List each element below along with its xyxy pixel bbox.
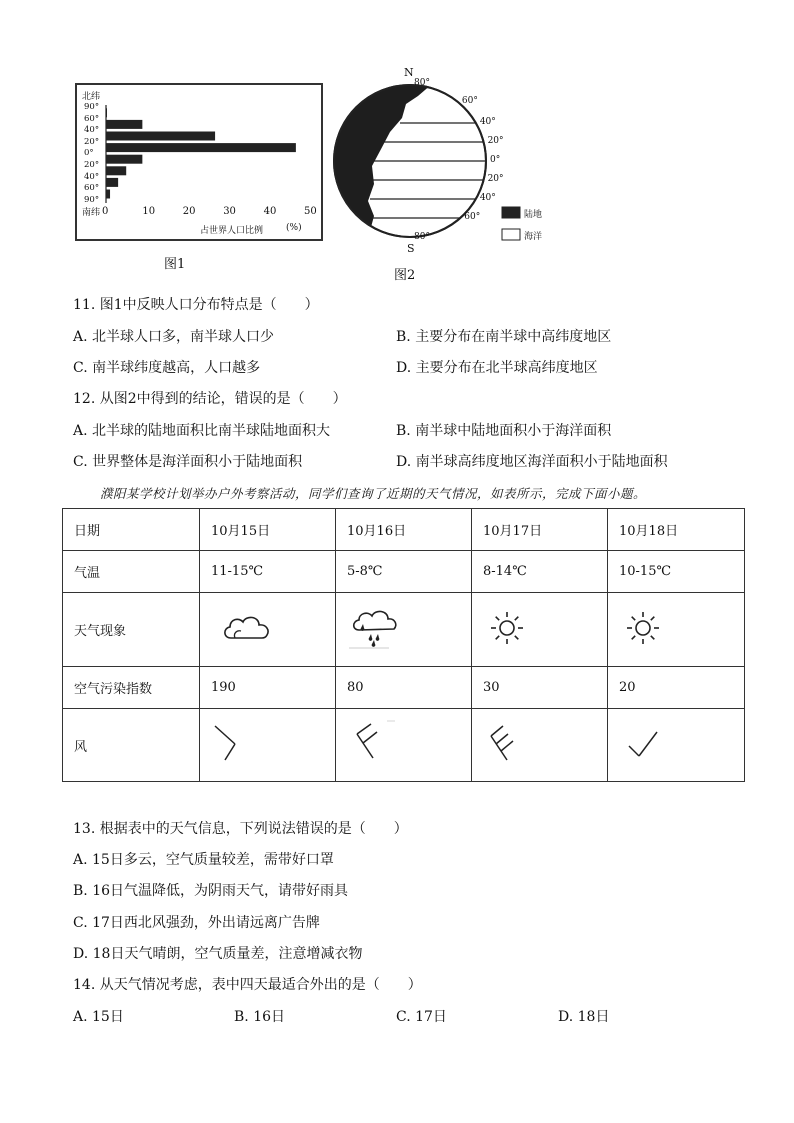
figure-2-caption: 图2	[394, 268, 416, 283]
fig1-x-tick: 20	[182, 206, 196, 217]
weather-oct16	[336, 593, 472, 667]
aqi-oct15: 190	[200, 667, 336, 709]
wind-barb-icon	[483, 718, 533, 768]
fig1-x-unit: (%)	[286, 223, 302, 233]
sunny-icon	[487, 608, 527, 648]
weather-table	[62, 508, 745, 782]
q13-option-c[interactable]: C. 17日西北风强劲，外出请远离广告牌	[73, 915, 320, 931]
figure-1-caption: 图1	[164, 257, 186, 272]
fig2-lat-label: 40°	[479, 193, 496, 203]
fig1-lat-label: 0°	[84, 148, 94, 159]
weather-oct18	[608, 593, 745, 667]
fig2-lat-label: 60°	[464, 212, 481, 222]
sunny-icon	[623, 608, 663, 648]
q11-option-a[interactable]: A. 北半球人口多，南半球人口少	[73, 329, 275, 345]
temp-oct16: 5-8℃	[336, 551, 472, 593]
q11-option-c[interactable]: C. 南半球纬度越高，人口越多	[73, 360, 261, 376]
temp-oct18: 10-15℃	[608, 551, 745, 593]
weather-label: 天气现象	[63, 593, 200, 667]
wind-label: 风	[63, 709, 200, 782]
table-row-date	[63, 509, 745, 551]
q12-stem: 12. 从图2中得到的结论，错误的是（ ）	[73, 391, 347, 407]
aqi-label: 空气污染指数	[63, 667, 200, 709]
figure-1	[70, 83, 324, 241]
table-intro: 濮阳某学校计划举办户外考察活动，同学们查询了近期的天气情况，如表所示，完成下面小题。	[100, 486, 647, 501]
header-oct16: 10月16日	[336, 509, 472, 551]
legend-land-swatch	[502, 207, 520, 218]
legend-ocean-label: 海洋	[524, 232, 543, 242]
fig1-lat-label: 40°	[84, 125, 100, 136]
fig2-lat-label: 80°	[414, 78, 430, 88]
legend-ocean-swatch	[502, 229, 520, 240]
table-row-aqi	[63, 667, 745, 709]
temp-oct15: 11-15℃	[200, 551, 336, 593]
q14-option-a[interactable]: A. 15日	[73, 1009, 124, 1025]
figure-2	[330, 66, 560, 261]
fig1-lat-label: 60°	[84, 183, 100, 194]
fig1-lat-label: 90°	[84, 102, 100, 112]
q14-stem: 14. 从天气情况考虑，表中四天最适合外出的是（ ）	[73, 977, 422, 993]
q11-stem: 11. 图1中反映人口分布特点是（ ）	[73, 297, 319, 313]
weather-oct17	[472, 593, 608, 667]
q11-option-d[interactable]: D. 主要分布在北半球高纬度地区	[396, 360, 598, 376]
weather-oct15	[200, 593, 336, 667]
fig1-south-label: 南纬	[82, 208, 101, 218]
fig1-lat-label: 60°	[84, 113, 100, 124]
q12-option-a[interactable]: A. 北半球的陆地面积比南半球陆地面积大	[73, 423, 331, 439]
q12-option-c[interactable]: C. 世界整体是海洋面积小于陆地面积	[73, 454, 303, 470]
bar-20°-40°N	[106, 132, 215, 141]
fig2-lat-label: 40°	[479, 117, 496, 127]
temp-oct17: 8-14℃	[472, 551, 608, 593]
fig2-lat-label: 60°	[461, 96, 478, 106]
rain-cloud-icon	[349, 606, 409, 650]
cloudy-icon	[219, 608, 279, 648]
q13-option-b[interactable]: B. 16日气温降低，为阴雨天气，请带好雨具	[73, 883, 349, 899]
wind-barb-icon	[619, 718, 669, 768]
q13-stem: 13. 根据表中的天气信息，下列说法错误的是（ ）	[73, 821, 408, 837]
wind-oct18	[608, 709, 745, 782]
wind-oct16	[336, 709, 472, 782]
fig2-lat-label: 20°	[487, 136, 504, 146]
wind-barb-icon	[347, 718, 407, 768]
q14-option-b[interactable]: B. 16日	[234, 1009, 286, 1025]
fig1-x-label: 占世界人口比例	[200, 226, 264, 236]
fig1-north-label: 北纬	[82, 92, 101, 102]
legend-land-label: 陆地	[524, 210, 543, 220]
bar-60°-90°N	[106, 108, 107, 117]
header-oct17: 10月17日	[472, 509, 608, 551]
bar-40°-60°S	[106, 178, 118, 187]
fig1-x-tick: 0	[102, 206, 109, 217]
aqi-oct16: 80	[336, 667, 472, 709]
q11-option-b[interactable]: B. 主要分布在南半球中高纬度地区	[396, 329, 612, 345]
header-date: 日期	[63, 509, 200, 551]
fig1-lat-label: 20°	[84, 136, 100, 147]
q14-option-d[interactable]: D. 18日	[558, 1009, 610, 1025]
q14-option-c[interactable]: C. 17日	[396, 1009, 447, 1025]
header-oct18: 10月18日	[608, 509, 745, 551]
header-oct15: 10月15日	[200, 509, 336, 551]
fig2-lat-label: 20°	[487, 174, 504, 184]
aqi-oct18: 20	[608, 667, 745, 709]
q13-option-d[interactable]: D. 18日天气晴朗，空气质量差，注意增减衣物	[73, 946, 363, 962]
figure-1-chart	[70, 83, 324, 241]
fig2-lat-label: 0°	[490, 155, 501, 165]
fig1-x-tick: 30	[223, 206, 236, 217]
table-row-weather	[63, 593, 745, 667]
q12-option-d[interactable]: D. 南半球高纬度地区海洋面积小于陆地面积	[396, 454, 668, 470]
table-row-wind	[63, 709, 745, 782]
fig1-lat-label: 90°	[84, 194, 100, 205]
north-label: N	[404, 66, 414, 79]
q13-option-a[interactable]: A. 15日多云，空气质量较差，需带好口罩	[73, 852, 334, 868]
fig1-x-tick: 10	[142, 206, 156, 217]
south-label: S	[407, 242, 415, 255]
bar-40°-60°N	[106, 120, 142, 129]
table-row-temperature	[63, 551, 745, 593]
fig1-x-tick: 40	[263, 206, 277, 217]
fig2-lat-label: 80°	[414, 232, 430, 242]
bar-20°-40°S	[106, 166, 126, 175]
bar-0°-20°N	[106, 143, 296, 152]
wind-oct17	[472, 709, 608, 782]
bar-0°-20°S	[106, 155, 142, 164]
wind-barb-icon	[211, 718, 261, 768]
bar-60°-90°S	[106, 190, 110, 199]
fig1-lat-label: 20°	[84, 160, 100, 170]
temp-label: 气温	[63, 551, 200, 593]
q12-option-b[interactable]: B. 南半球中陆地面积小于海洋面积	[396, 423, 612, 439]
fig1-lat-label: 40°	[84, 171, 100, 182]
aqi-oct17: 30	[472, 667, 608, 709]
wind-oct15	[200, 709, 336, 782]
fig1-x-tick: 50	[304, 206, 317, 217]
